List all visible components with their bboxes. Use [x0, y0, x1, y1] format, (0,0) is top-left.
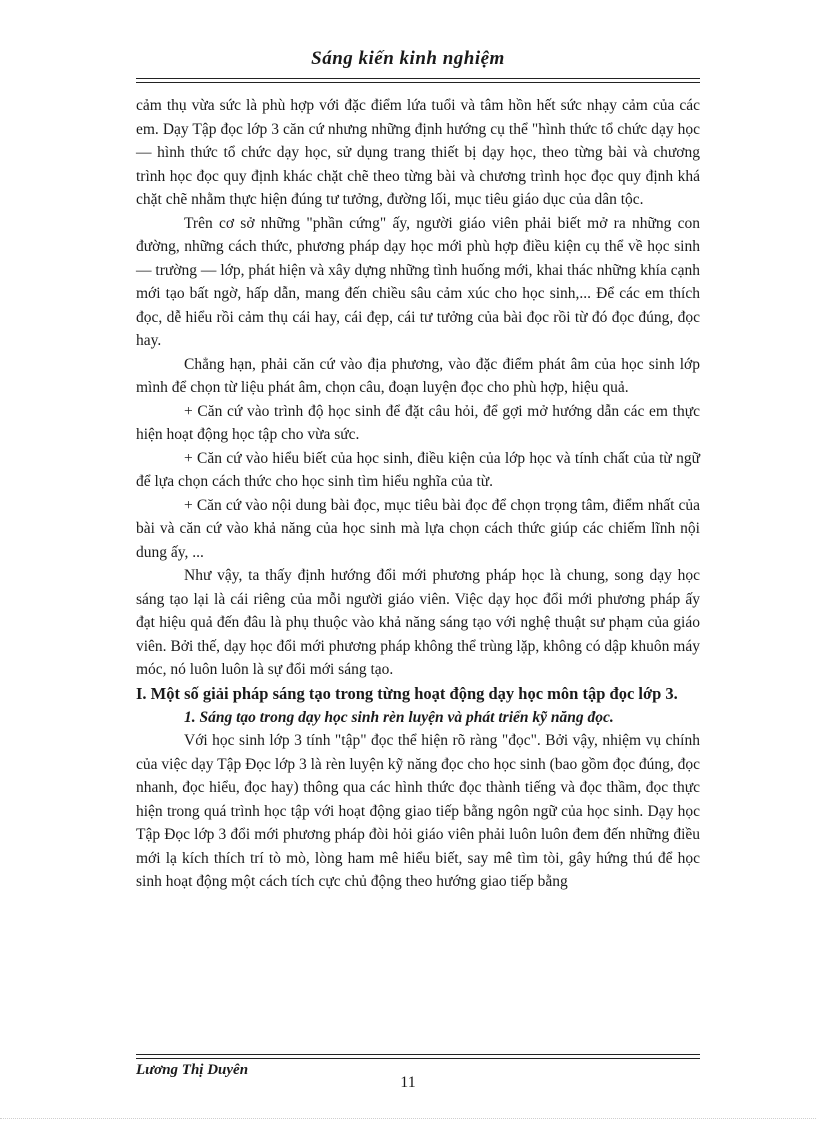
footer-rule-top [136, 1054, 700, 1055]
page-header-title: Sáng kiến kinh nghiệm [311, 48, 505, 69]
paragraph-1: cảm thụ vừa sức là phù hợp với đặc điểm lứa tuổi và tâm hồn hết sức nhạy cảm của các em. Dạy Tập đọc lớp 3 căn cứ nhưng những định hướng cụ thể "hình thức tổ chức dạy học — hình thức tổ chức dạy học, sử dụng trang thiết bị dạy học, theo từng bài và chương trình học đọc quy định khác chặt chẽ theo từng bài và chương trình học đọc quy định khá chặt chẽ nhằm thực hiện đúng tư tưởng, đường lối, mục tiêu giáo dục của dân tộc. [136, 97, 700, 208]
document-body [136, 94, 700, 894]
paragraph-8: Với học sinh lớp 3 tính "tập" đọc thể hiện rõ ràng "đọc". Bởi vậy, nhiệm vụ chính của việc dạy Tập Đọc lớp 3 là rèn luyện kỹ năng đọc cho học sinh (bao gồm đọc đúng, đọc nhanh, đọc hiểu, đọc hay) thông qua các hình thức đọc thành tiếng và đọc thầm, đọc thực hiện trong quá trình học tập với hoạt động giao tiếp bằng ngôn ngữ của học sinh. Dạy học Tập Đọc lớp 3 đổi mới phương pháp đòi hỏi giáo viên phải luôn luôn đem đến những điều mới lạ kích thích trí tò mò, lòng ham mê hiểu biết, say mê tìm tòi, gây hứng thú để học sinh hoạt động một cách tích cực chủ động theo hướng giao tiếp bằng [136, 732, 700, 890]
section-heading: I. Một số giải pháp sáng tạo trong từng hoạt động dạy học môn tập đọc lớp 3. [136, 683, 678, 703]
header-rule-top [136, 78, 700, 79]
paragraph-6: + Căn cứ vào nội dung bài đọc, mục tiêu bài đọc để chọn trọng tâm, điểm nhất của bài và căn cứ vào khả năng của học sinh mà lựa chọn cách thức giúp các chiếm lĩnh nội dung ấy, ... [136, 496, 700, 561]
paragraph-3: Chẳng hạn, phải căn cứ vào địa phương, vào đặc điểm phát âm của học sinh lớp mình để chọn từ liệu phát âm, chọn câu, đoạn luyện đọc cho phù hợp, hiệu quả. [136, 355, 700, 396]
page-bottom-border [0, 1118, 816, 1119]
paragraph-5: + Căn cứ vào hiểu biết của học sinh, điều kiện của lớp học và tính chất của từ ngữ để lựa chọn cách thức cho học sinh tìm hiểu nghĩa của từ. [136, 449, 700, 490]
page-number: 11 [400, 1074, 416, 1091]
subsection-heading: 1. Sáng tạo trong dạy học sinh rèn luyện và phát triển kỹ năng đọc. [184, 708, 614, 726]
paragraph-2: Trên cơ sở những "phần cứng" ấy, người giáo viên phải biết mở ra những con đường, những cách thức, phương pháp dạy học mới phù hợp điều kiện cụ thể về học sinh — trường — lớp, phát hiện và xây dựng những tình huống mới, khai thác những khía cạnh mới tạo bất ngờ, hấp dẫn, mang đến chiều sâu cảm xúc cho học sinh,... Để các em thích đọc, dễ hiểu rồi cảm thụ cái hay, cái đẹp, cái tư tưởng của bài đọc rồi từ đó đọc đúng, đọc hay. [136, 214, 700, 349]
footer-rule-bottom [136, 1058, 700, 1059]
header-rule-bottom [136, 82, 700, 83]
footer-author: Lương Thị Duyên [136, 1062, 249, 1078]
paragraph-4: + Căn cứ vào trình độ học sinh để đặt câu hỏi, để gợi mở hướng dẫn các em thực hiện hoạt động học tập cho vừa sức. [136, 402, 700, 443]
paragraph-7: Như vậy, ta thấy định hướng đổi mới phương pháp học là chung, song dạy học sáng tạo lại là cái riêng của mỗi người giáo viên. Việc dạy học đổi mới phương pháp ấy đạt hiệu quả đến đâu là phụ thuộc vào khả năng sáng tạo với nghệ thuật sư phạm của giáo viên. Bởi thế, dạy học đổi mới phương pháp không thể trùng lặp, không có dập khuôn máy móc, nó luôn luôn là sự đổi mới sáng tạo. [136, 567, 700, 678]
